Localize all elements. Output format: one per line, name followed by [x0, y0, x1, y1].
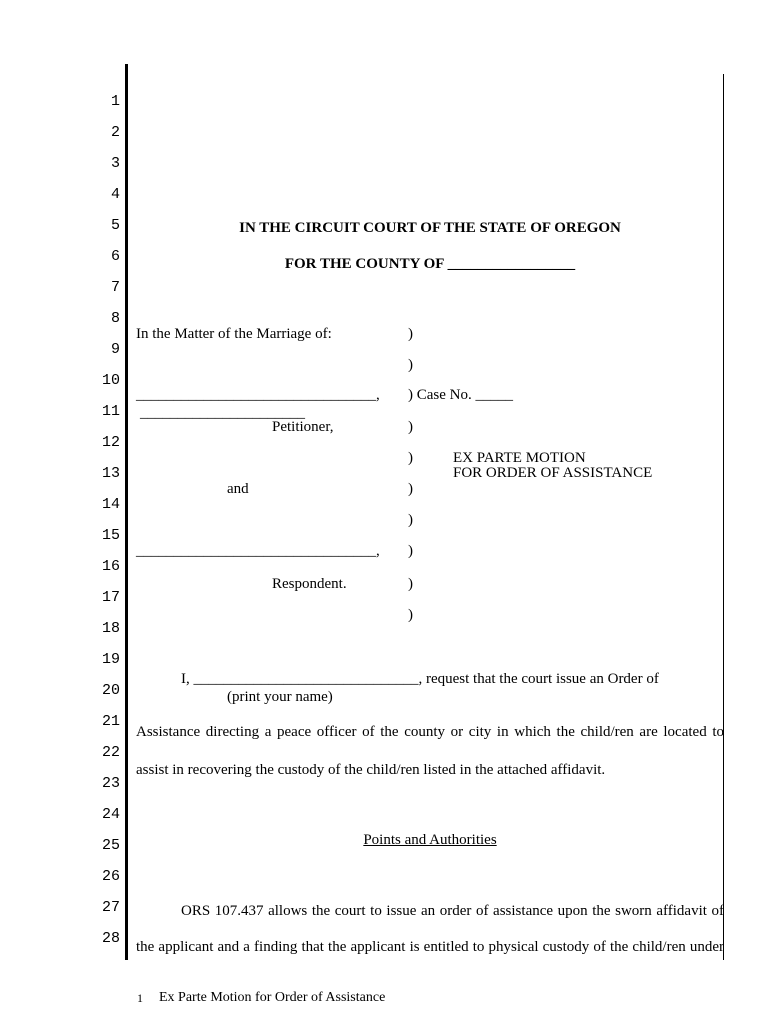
footer-title: Ex Parte Motion for Order of Assistance — [159, 990, 386, 1005]
caption-paren: ) — [408, 512, 413, 528]
right-margin-rule — [723, 74, 724, 960]
caption-paren: ) — [408, 450, 413, 466]
caption-paren: ) — [408, 326, 413, 342]
request-line-2: Assistance directing a peace officer of the county or city in which the child/ren are located to — [136, 724, 724, 740]
ors-paragraph-line-2: the applicant and a finding that the applicant is entitled to physical custody of the child/ren under — [136, 939, 724, 955]
line-number: 8 — [110, 310, 120, 327]
document-title-line1: EX PARTE MOTION — [453, 450, 586, 466]
left-margin-rule — [125, 64, 128, 960]
line-number: 12 — [101, 434, 120, 451]
petitioner-label: Petitioner, — [272, 419, 334, 435]
line-number: 16 — [101, 558, 120, 575]
line-number: 18 — [101, 620, 120, 637]
petitioner-name-line[interactable]: ________________________________, — [136, 387, 380, 403]
line-number: 27 — [101, 899, 120, 916]
line-number: 14 — [101, 496, 120, 513]
caption-paren: ) — [408, 481, 413, 497]
caption-paren: ) — [408, 607, 413, 623]
petitioner-name-line-2[interactable]: ______________________ — [140, 405, 305, 421]
and-label: and — [227, 481, 249, 497]
court-heading: IN THE CIRCUIT COURT OF THE STATE OF OREGON — [239, 220, 621, 236]
line-number: 21 — [101, 713, 120, 730]
line-number: 19 — [101, 651, 120, 668]
line-number: 1 — [110, 93, 120, 110]
line-number: 17 — [101, 589, 120, 606]
caption-paren: ) — [408, 419, 413, 435]
caption-paren: ) — [408, 357, 413, 373]
line-number: 28 — [101, 930, 120, 947]
line-number: 2 — [110, 124, 120, 141]
line-number: 23 — [101, 775, 120, 792]
line-number: 13 — [101, 465, 120, 482]
line-number: 25 — [101, 837, 120, 854]
request-line-3: assist in recovering the custody of the child/ren listed in the attached affidavit. — [136, 762, 606, 778]
line-number: 22 — [101, 744, 120, 761]
line-number: 7 — [110, 279, 120, 296]
line-number: 24 — [101, 806, 120, 823]
line-number: 20 — [101, 682, 120, 699]
line-number: 26 — [101, 868, 120, 885]
caption-paren: ) — [408, 576, 413, 592]
respondent-name-line[interactable]: ________________________________, — [136, 543, 380, 559]
line-number: 15 — [101, 527, 120, 544]
county-name-blank[interactable]: _________________ — [447, 256, 576, 272]
document-title-line2: FOR ORDER OF ASSISTANCE — [453, 465, 653, 481]
caption-paren: ) — [408, 543, 413, 559]
matter-label: In the Matter of the Marriage of: — [136, 326, 332, 342]
line-number: 5 — [110, 217, 120, 234]
line-number: 10 — [101, 372, 120, 389]
county-heading-prefix: FOR THE COUNTY OF — [284, 256, 444, 272]
line-number: 3 — [110, 155, 120, 172]
ors-paragraph-line-1: ORS 107.437 allows the court to issue an order of assistance upon the sworn affidavit of — [181, 903, 724, 919]
line-number: 6 — [110, 248, 120, 265]
respondent-label: Respondent. — [272, 576, 347, 592]
footer-page-number: 1 — [137, 991, 143, 1005]
line-number: 9 — [110, 341, 120, 358]
county-heading — [136, 255, 724, 273]
request-intro-line[interactable]: I, ______________________________, request that the court issue an Order of — [181, 671, 659, 687]
case-number-field[interactable]: ) Case No. _____ — [408, 387, 513, 403]
print-name-hint: (print your name) — [227, 689, 333, 705]
line-number: 4 — [110, 186, 120, 203]
points-authorities-heading: Points and Authorities — [363, 832, 497, 848]
line-number: 11 — [101, 403, 120, 420]
